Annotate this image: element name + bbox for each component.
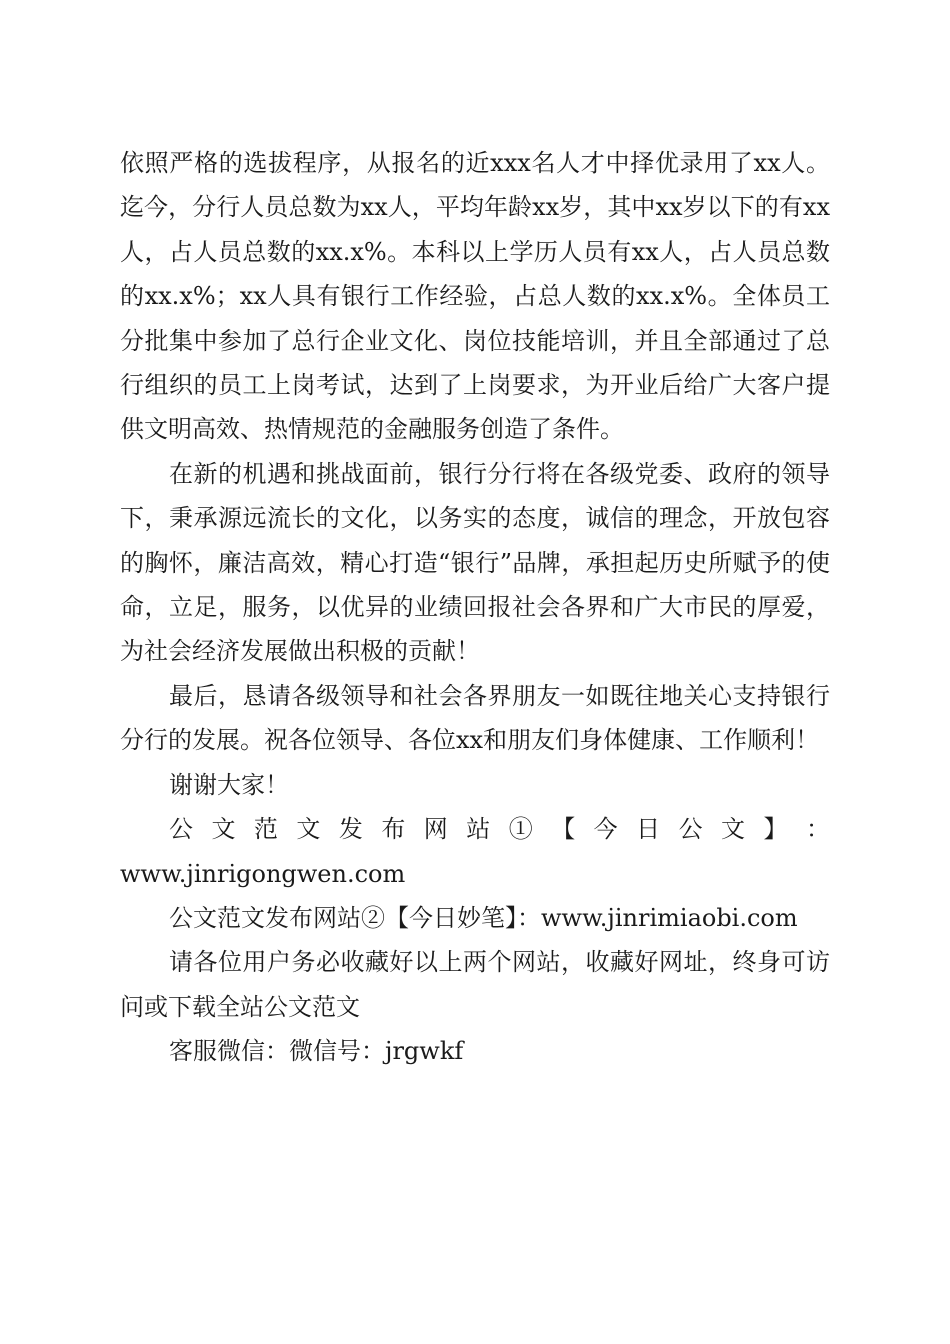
site1-url: www.jinrigongwen.com [120, 859, 406, 888]
document-page [120, 141, 830, 1074]
paragraph-recruitment: 依照严格的选拔程序，从报名的近xxx名人才中择优录用了xx人。迄今，分行人员总数为xx人，平均年龄xx岁，其中xx岁以下的有xx人，占人员总数的xx.x%。本科以上学历人员有xx人，占人员总数的xx.x%；xx人具有银行工作经验，占总人数的xx.x%。全体员工分批集中参加了总行企业文化、岗位技能培训，并且全部通过了总行组织的员工上岗考试，达到了上岗要求，为开业后给广大客户提供文明高效、热情规范的金融服务创造了条件。 [120, 149, 830, 444]
paragraph-closing: 最后，恳请各级领导和社会各界朋友一如既往地关心支持银行分行的发展。祝各位领导、各位xx和朋友们身体健康、工作顺利！ [120, 681, 830, 755]
site1-label: 公 文 范 文 发 布 网 站 ① 【 今 日 公 文 】 ： [169, 815, 830, 844]
paragraph-bookmark: 请各位用户务必收藏好以上两个网站，收藏好网址，终身可访问或下载全站公文范文 [120, 948, 830, 1021]
site2-line: 公文范文发布网站②【今日妙笔】：www.jinrimiaobi.com [169, 903, 798, 932]
paragraph-opportunity: 在新的机遇和挑战面前，银行分行将在各级党委、政府的领导下，秉承源远流长的文化，以务实的态度，诚信的理念，开放包容的胸怀，廉洁高效，精心打造“银行”品牌，承担起历史所赋予的使命，立足，服务，以优异的业绩回报社会各界和广大市民的厚爱，为社会经济发展做出积极的贡献！ [120, 459, 830, 666]
service-contact: 客服微信：微信号：jrgwkf [169, 1037, 464, 1066]
paragraph-thanks: 谢谢大家！ [169, 770, 289, 799]
